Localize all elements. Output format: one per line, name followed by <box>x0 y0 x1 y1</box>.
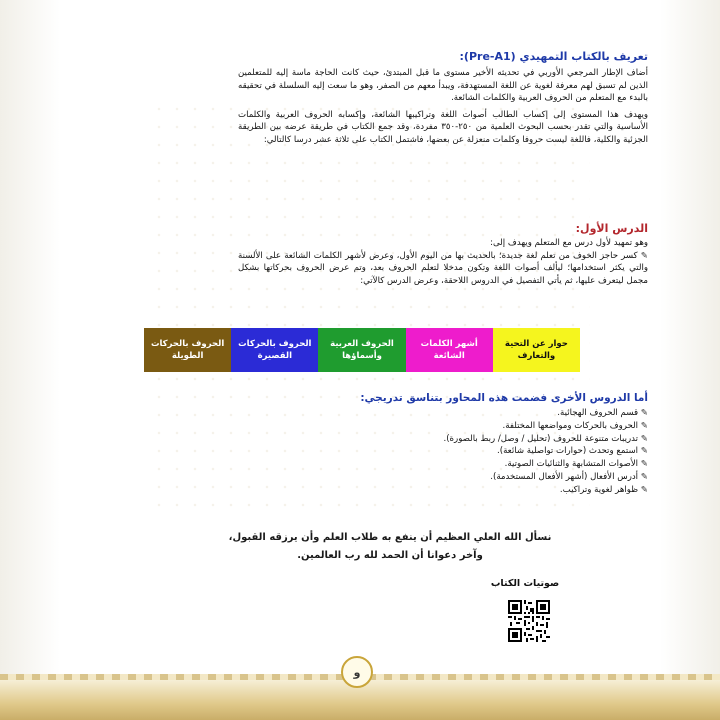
intro-section <box>238 50 648 147</box>
list-item: ✎ أدرس الأفعال (أشهر الأفعال المستخدمة). <box>238 471 648 484</box>
topic-tile-common-words: أشهر الكلمات الشائعة <box>406 328 493 372</box>
topic-tile-greeting-dialogue: حوار عن التحية والتعارف <box>493 328 580 372</box>
closing-prayer-line-1: نسأل الله العلي العظيم أن ينفع به طلاب العلم وأن يرزقه القبول، <box>228 532 552 543</box>
list-item: ✎ ظواهر لغوية وتراكيب. <box>238 484 648 497</box>
closing-prayer-line-2: وآخر دعوانا أن الحمد لله رب العالمين. <box>297 550 483 561</box>
lesson1-heading: الدرس الأول: <box>575 222 648 235</box>
lesson1-intro: وهو تمهيد لأول درس مع المتعلم ويهدف إلى: <box>490 238 648 248</box>
intro-paragraph-1: أضاف الإطار المرجعي الأوربي في تحديثه الأخير مستوى ما قبل المبتدئ، حيث كانت الحاجة ماسة إليه للمتعلمين الذين لم تسبق لهم معرفة لغوية عن اللغة المستهدفة، ويبدأ معهم من الصفر، وهو ما سعت إليه السلسلة في تحقيقه بالبدء مع المتعلم من الحروف العربية والكلمات الشائعة. <box>238 68 648 104</box>
page-number: و <box>353 665 361 679</box>
page-number-badge <box>341 656 373 688</box>
intro-heading: تعريف بالكتاب التمهيدي (Pre-A1): <box>459 50 648 63</box>
other-lessons-section <box>238 392 648 497</box>
list-item: ✎ قسم الحروف الهجائية. <box>238 407 648 420</box>
lesson-topics-strip <box>144 328 580 372</box>
audio-label: صوتيات الكتاب <box>490 578 560 589</box>
qr-code-icon[interactable] <box>508 600 550 642</box>
topic-tile-arabic-letters: الحروف العربية وأسماؤها <box>318 328 405 372</box>
list-item: ✎ الأصوات المتشابهة والثنائيات الصوتية. <box>238 458 648 471</box>
topic-tile-short-vowels: الحروف بالحركات القصيرة <box>231 328 318 372</box>
list-item: ✎ تدريبات متنوعة للحروف (تحليل / وصل/ ربط بالصورة). <box>238 433 648 446</box>
other-lessons-heading: أما الدروس الأخرى فضمت هذه المحاور بتناسق تدريجي: <box>360 392 648 404</box>
list-item: ✎ استمع وتحدث (حوارات تواصلية شائعة). <box>238 445 648 458</box>
list-item: ✎ الحروف بالحركات ومواضعها المختلفة. <box>238 420 648 433</box>
intro-paragraph-2: ويهدف هذا المستوى إلى إكساب الطالب أصوات اللغة وتراكيبها الشائعة، وإكسابه الحروف العربية والكلمات الأساسية والتي تقدر بحسب البحوث العلمية من ٢٥٠-٣٥٠ مفردة، وقد جمع الكتاب في طريقة عرضه بين الطريقة الجزئية والكلية، فاللغة ليست حروفا وكلمات منعزلة عن بعضها، فاشتمل الكتاب على ثلاثة عشر درسا كالتالي: <box>238 109 648 145</box>
lesson1-bullet: ✎ كسر حاجز الخوف من تعلم لغة جديدة؛ بالحديث بها من اليوم الأول، وعرض لأشهر الكلمات الشائعة على الألسنة والتي يكثر استخدامها؛ ليألف أصوات اللغة وتكون مدخلا لتعلم الحروف بعد، وتم عرض الحروف بحركاتها بشكل مجمل ليتعرف عليها، ثم يأتي التفصيل في الدروس اللاحقة، وعرض الدرس كالآتي: <box>238 250 648 288</box>
topic-tile-long-vowels: الحروف بالحركات الطويلة <box>144 328 231 372</box>
lesson1-section <box>238 222 648 288</box>
other-lessons-list <box>238 407 648 497</box>
